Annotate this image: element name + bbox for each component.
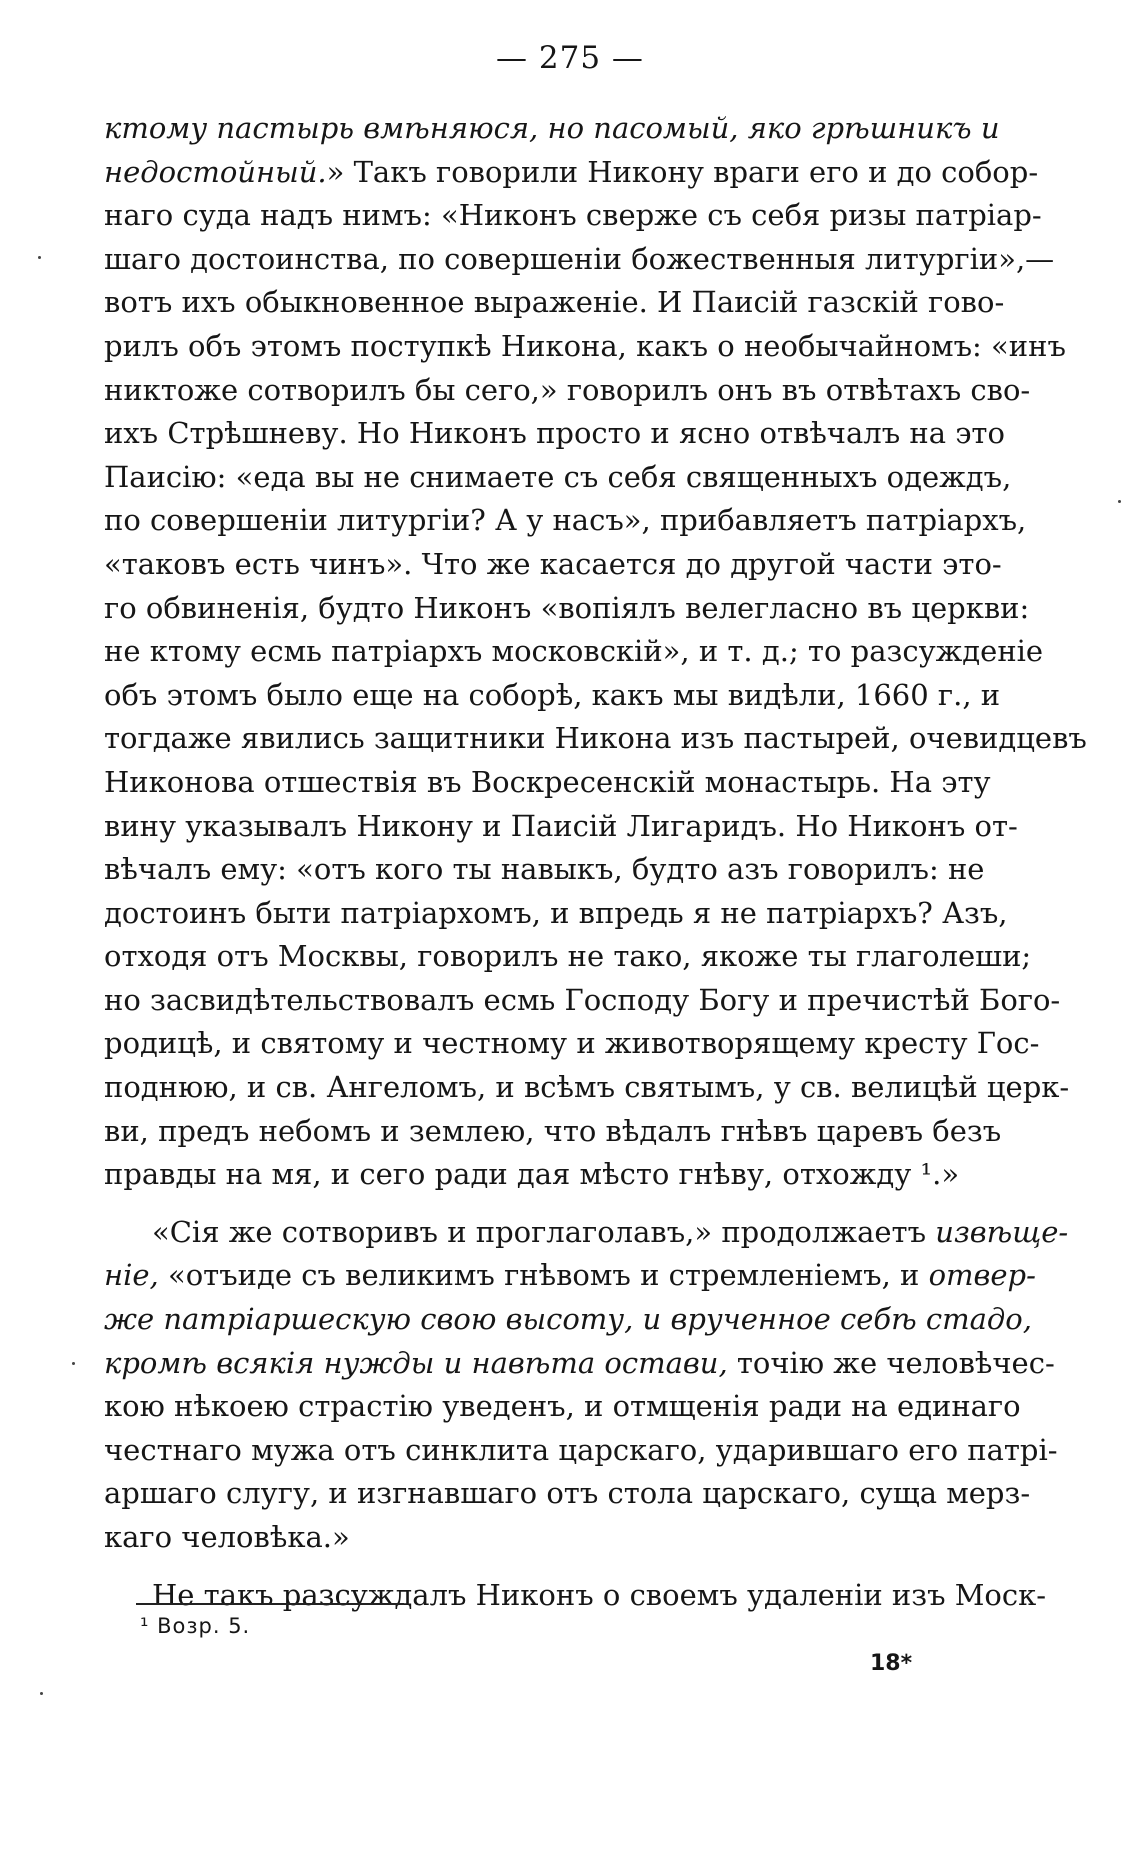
text-line: [104, 1385, 1021, 1429]
text-segment: ихъ Стрѣшневу. Но Никонъ просто и ясно отвѣчалъ на это: [104, 416, 1005, 451]
text-line: [104, 761, 991, 805]
text-line: [104, 369, 1031, 413]
text-segment: Никонова отшествія въ Воскресенскій монастырь. На эту: [104, 764, 991, 799]
text-segment: но засвидѣтельствовалъ есмь Господу Богу и пречистѣй Бого-: [104, 982, 1061, 1017]
text-line: [104, 1211, 1069, 1255]
text-line: [104, 630, 1044, 674]
text-segment: » Такъ говорили Никону враги его и до собор-: [326, 154, 1039, 189]
text-line: [104, 194, 1042, 238]
scan-speck: [72, 1362, 75, 1365]
text-line: [104, 456, 1012, 500]
text-line: [104, 412, 1005, 456]
text-line: [104, 499, 1027, 543]
text-segment: вѣчалъ ему: «отъ кого ты навыкъ, будто азъ говорилъ: не: [104, 852, 985, 887]
text-segment: извѣще-: [935, 1214, 1069, 1249]
text-line: [104, 1429, 1058, 1473]
text-line: [104, 543, 1002, 587]
text-line: [104, 717, 1087, 761]
text-segment: по совершеніи литургіи? А у насъ», прибавляетъ патріархъ,: [104, 503, 1027, 538]
text-segment: Не такъ разсуждалъ Никонъ о своемъ удаленіи изъ Моск-: [152, 1577, 1047, 1612]
text-line: [104, 674, 1001, 718]
scan-speck: [40, 1692, 43, 1695]
text-segment: никтоже сотворилъ бы сего,» говорилъ онъ въ отвѣтахъ сво-: [104, 372, 1031, 407]
text-segment: «таковъ есть чинъ». Что же касается до другой части это-: [104, 546, 1002, 581]
text-line: [104, 1153, 981, 1197]
text-line: [104, 238, 1055, 282]
text-segment: точію же человѣчес-: [727, 1345, 1055, 1380]
text-segment: отходя отъ Москвы, говорилъ не тако, якоже ты глаголеши;: [104, 939, 1032, 974]
text-segment: правды на мя, и сего ради дая мѣсто гнѣву, отхожду ¹.»: [104, 1157, 960, 1192]
text-line: [104, 1298, 1032, 1342]
text-segment: недостойный.: [104, 154, 327, 189]
text-segment: же патріаршескую свою высоту, и врученное себѣ стадо,: [104, 1302, 1032, 1337]
text-line: [104, 1022, 1040, 1066]
text-segment: родицѣ, и святому и честному и животворящему кресту Гос-: [104, 1026, 1040, 1061]
text-line: [104, 281, 1005, 325]
text-segment: кою нѣкоею страстію уведенъ, и отмщенія ради на единаго: [104, 1389, 1021, 1424]
text-line: [104, 935, 1032, 979]
text-segment: тогдаже явились защитники Никона изъ пастырей, очевидцевъ: [104, 721, 1087, 756]
text-line: [104, 848, 985, 892]
text-line: [104, 979, 1061, 1023]
text-segment: аршаго слугу, и изгнавшаго отъ стола царскаго, суща мерз-: [104, 1476, 1031, 1511]
footnote-divider: [136, 1603, 404, 1605]
text-segment: шаго достоинства, по совершеніи божественныя литургіи»,—: [104, 241, 1055, 276]
text-segment: отвер-: [928, 1258, 1036, 1293]
text-segment: не ктому есмь патріархъ московскій», и т. д.; то разсужденіе: [104, 634, 1044, 669]
text-segment: рилъ объ этомъ поступкѣ Никона, какъ о необычайномъ: «инъ: [104, 328, 1066, 363]
text-line: [104, 1066, 1070, 1110]
text-segment: Паисію: «еда вы не снимаете съ себя священныхъ одеждъ,: [104, 459, 1012, 494]
text-line: [104, 1574, 1047, 1618]
text-segment: вотъ ихъ обыкновенное выраженіе. И Паисій газскій гово-: [104, 285, 1005, 320]
text-line: [104, 1110, 1002, 1154]
body-text: [104, 107, 1087, 1617]
signature-mark: 18*: [870, 1651, 913, 1676]
paragraph-gap: [104, 1560, 981, 1574]
text-segment: вину указывалъ Никону и Паисій Лигаридъ. Но Никонъ от-: [104, 808, 1018, 843]
text-segment: наго суда надъ нимъ: «Никонъ сверже съ себя ризы патріар-: [104, 198, 1042, 233]
text-segment: ніе,: [104, 1258, 159, 1293]
text-line: [104, 587, 1030, 631]
text-line: [104, 1342, 1055, 1386]
text-segment: «Сія же сотворивъ и проглаголавъ,» продолжаетъ: [152, 1214, 936, 1249]
text-segment: честнаго мужа отъ синклита царскаго, ударившаго его патрі-: [104, 1432, 1058, 1467]
scan-speck: [1118, 500, 1121, 503]
text-line: [104, 325, 1066, 369]
text-segment: «отъиде съ великимъ гнѣвомъ и стремленіемъ, и: [158, 1258, 929, 1293]
text-segment: объ этомъ было еще на соборѣ, какъ мы видѣли, 1660 г., и: [104, 677, 1001, 712]
text-segment: ктому пастырь вмѣняюся, но пасомый, яко грѣшникъ и: [104, 111, 1000, 145]
text-line: [104, 1472, 1031, 1516]
text-segment: кромѣ всякія нужды и навѣта остави,: [104, 1345, 728, 1380]
text-segment: каго человѣка.»: [104, 1520, 350, 1554]
text-line: [104, 107, 1000, 151]
text-segment: достоинъ быти патріархомъ, и впредь я не патріархъ? Азъ,: [104, 895, 1008, 930]
text-line: [104, 151, 1039, 195]
scan-speck: [38, 256, 41, 259]
text-segment: го обвиненія, будто Никонъ «вопіялъ велегласно въ церкви:: [104, 590, 1030, 625]
text-line: [104, 805, 1018, 849]
text-segment: поднюю, и св. Ангеломъ, и всѣмъ святымъ, у св. велицѣй церк-: [104, 1070, 1070, 1105]
text-line: [104, 892, 1008, 936]
text-segment: ви, предъ небомъ и землею, что вѣдалъ гнѣвъ царевъ безъ: [104, 1113, 1002, 1148]
text-line: [104, 1516, 981, 1560]
paragraph-gap: [104, 1197, 981, 1211]
footnote: ¹ Возр. 5.: [140, 1614, 251, 1638]
text-line: [104, 1254, 1036, 1298]
page-number: — 275 —: [496, 40, 644, 76]
